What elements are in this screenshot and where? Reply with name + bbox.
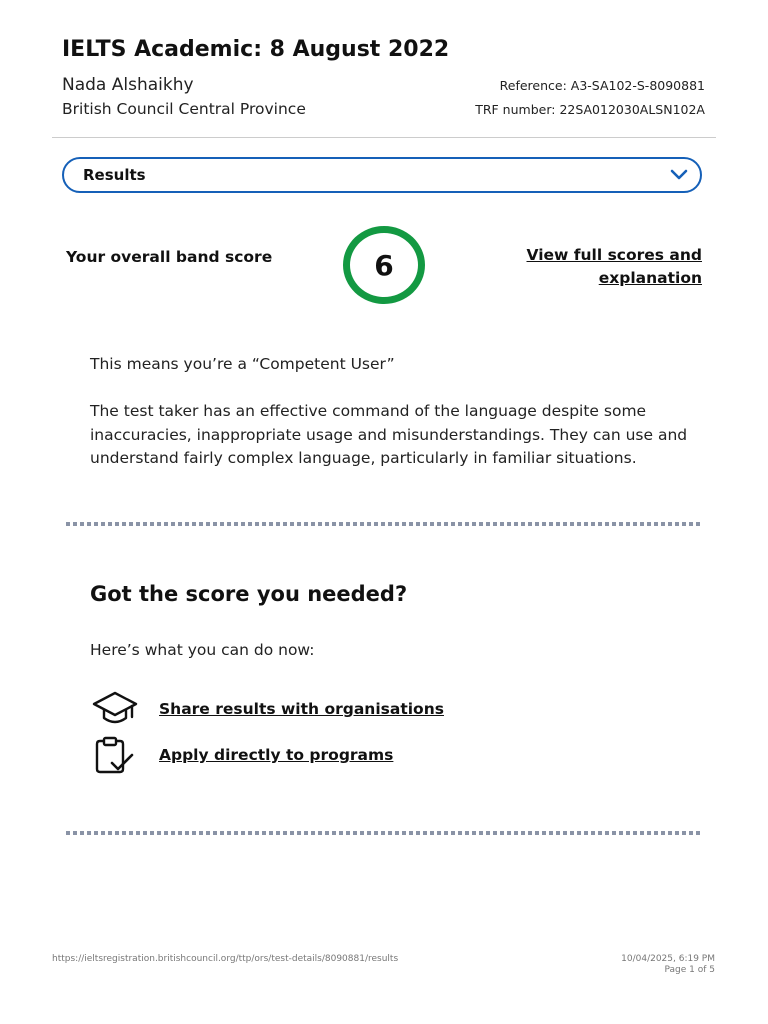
competence-level: This means you’re a “Competent User”: [90, 355, 395, 373]
band-score-ring: [343, 226, 425, 304]
page-title: IELTS Academic: 8 August 2022: [62, 37, 450, 62]
section-divider: [66, 522, 702, 526]
overall-band-score: 6: [374, 248, 394, 282]
results-dropdown-label: Results: [83, 166, 146, 184]
next-steps-heading: Got the score you needed?: [90, 582, 408, 606]
reference-number: Reference: A3-SA102-S-8090881: [499, 78, 705, 93]
section-divider: [66, 831, 702, 835]
band-description: The test taker has an effective command of the language despite some inaccuracies, inappropriate usage and misunderstandings. They can use and understand fairly complex language, particularly in familiar situations.: [90, 402, 688, 467]
results-dropdown[interactable]: [62, 157, 702, 193]
next-steps-intro: Here’s what you can do now:: [90, 641, 315, 659]
share-results-action[interactable]: [92, 690, 444, 728]
footer-datetime: 10/04/2025, 6:19 PM: [621, 954, 715, 964]
overall-band-label: Your overall band score: [66, 248, 273, 266]
test-centre-name: British Council Central Province: [62, 100, 306, 118]
candidate-name: Nada Alshaikhy: [62, 75, 194, 95]
graduation-cap-icon: [92, 690, 140, 728]
share-results-link[interactable]: Share results with organisations: [159, 700, 444, 718]
footer-url: https://ieltsregistration.britishcouncil.org/ttp/ors/test-details/8090881/results: [52, 954, 399, 964]
apply-programs-link[interactable]: Apply directly to programs: [159, 746, 394, 764]
chevron-down-icon: [670, 169, 688, 181]
view-full-scores-link[interactable]: View full scores and explanation: [526, 246, 702, 287]
apply-programs-action[interactable]: [92, 736, 393, 774]
header-divider: [52, 137, 716, 138]
trf-number: TRF number: 22SA012030ALSN102A: [475, 102, 705, 117]
footer-page-number: Page 1 of 5: [664, 965, 715, 975]
clipboard-check-icon: [92, 736, 140, 774]
